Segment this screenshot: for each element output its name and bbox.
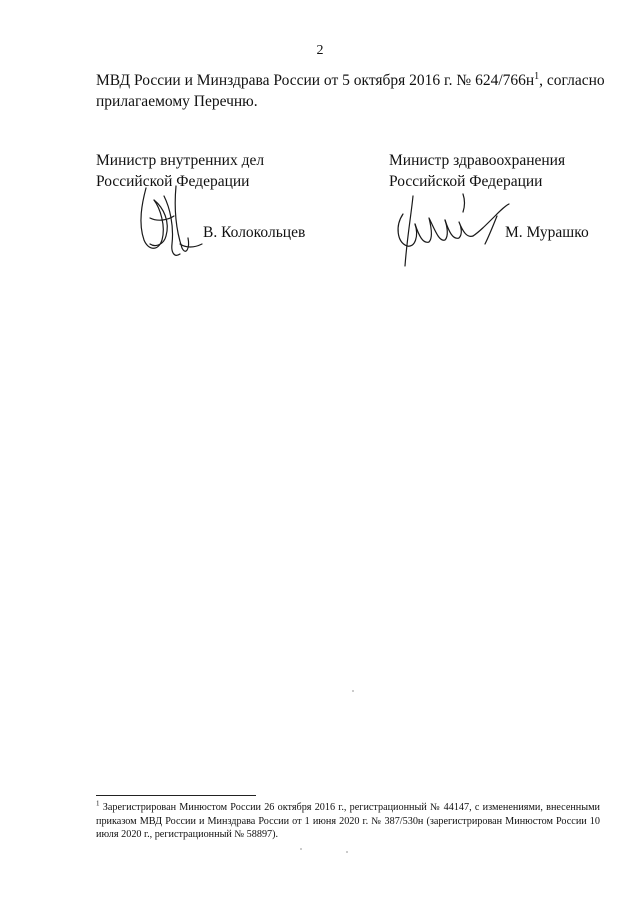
footnote-reference[interactable]: 1 bbox=[534, 70, 540, 82]
footnote-divider bbox=[96, 795, 256, 796]
signature-kolokoltsev-icon bbox=[124, 178, 214, 268]
body-text-after-ref: , согласно прилагаемому Перечню. bbox=[96, 72, 605, 110]
signer-name-kolokoltsev: В. Колокольцев bbox=[203, 224, 306, 241]
page-number: 2 bbox=[316, 43, 324, 58]
signer-title-line-1: Министр внутренних дел bbox=[96, 152, 265, 169]
footnote-text: Зарегистрирован Минюстом России 26 октября 2016 г., регистрационный № 44147, с изменениями, внесенными приказом МВД России и Минздрава России от 1 июня 2020 г. № 387/530н (зарегистрирован Минюстом России 10 июля 2020 г., регистрационный № 58897). bbox=[96, 802, 600, 840]
signature-murashko-icon bbox=[385, 186, 525, 276]
signer-name-murashko: М. Мурашко bbox=[505, 224, 589, 241]
footnote bbox=[96, 801, 600, 842]
body-text-before-ref: МВД России и Минздрава России от 5 октября 2016 г. № 624/766н bbox=[96, 72, 535, 89]
scan-speck bbox=[352, 690, 354, 692]
body-paragraph bbox=[96, 70, 616, 112]
scan-speck bbox=[346, 851, 348, 853]
signer-title-line-2: Российской Федерации bbox=[389, 173, 543, 190]
footnote-marker: 1 bbox=[96, 799, 100, 808]
signer-title-line-2: Российской Федерации bbox=[96, 173, 250, 190]
scan-speck bbox=[300, 848, 302, 850]
signer-title-line-1: Министр здравоохранения bbox=[389, 152, 566, 169]
